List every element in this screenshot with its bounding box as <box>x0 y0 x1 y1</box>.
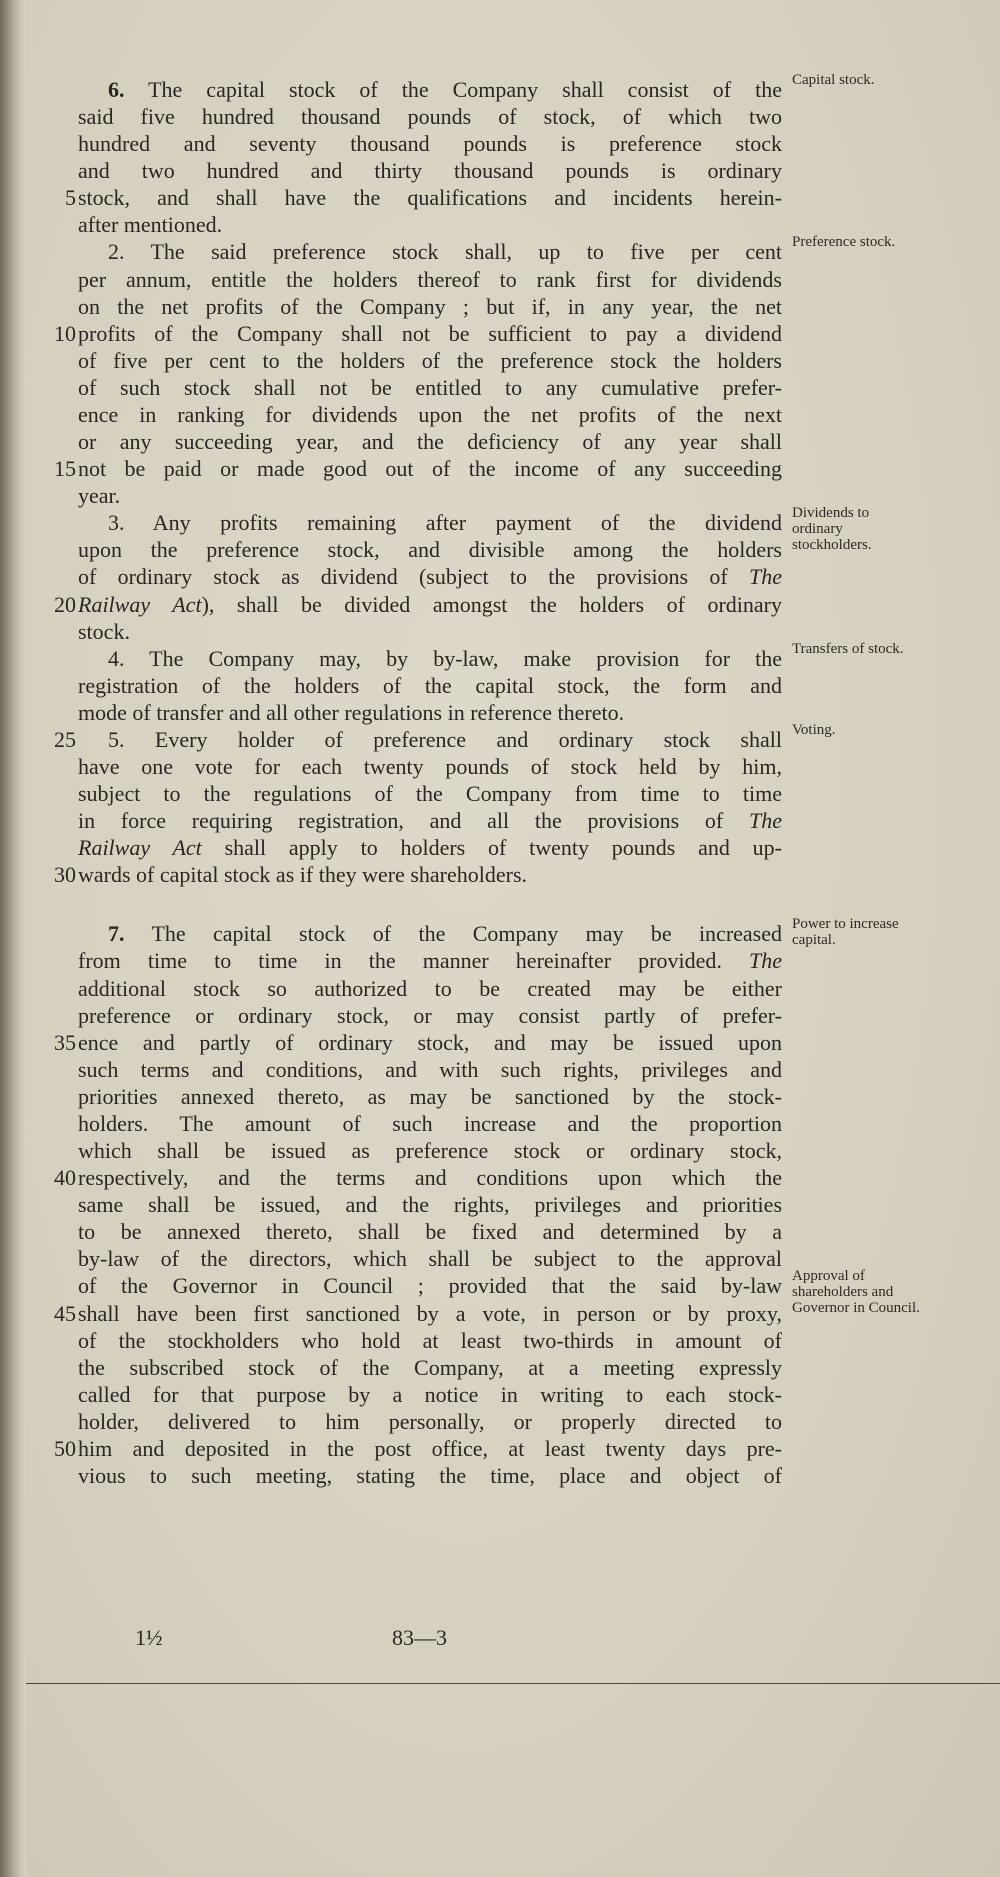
text-line <box>78 1083 782 1110</box>
line-number: 10 <box>54 320 76 346</box>
text-line-content: holders. The amount of such increase and the proportion <box>78 1110 782 1136</box>
text-line-content: of ordinary stock as dividend (subject to the provisions of The <box>78 564 782 590</box>
text-line-content: to be annexed thereto, shall be fixed and determined by a <box>78 1219 782 1245</box>
text-line-content: additional stock so authorized to be created may be either <box>78 975 782 1001</box>
section-number: 6. <box>108 77 125 102</box>
line-number: 25 <box>54 726 76 752</box>
line-number: 45 <box>54 1300 76 1326</box>
line-number: 15 <box>54 456 76 482</box>
text-line <box>78 536 782 563</box>
text-line-content: Railway Act shall apply to holders of twenty pounds and up- <box>78 835 782 861</box>
text-line-content: ence in ranking for dividends upon the net profits of the next <box>78 401 782 427</box>
section-number: 7. <box>108 921 125 947</box>
text-line <box>78 238 782 265</box>
margin-note: Transfers of stock. <box>792 640 904 657</box>
text-line-content: Railway Act), shall be divided amongst the holders of ordinary <box>78 591 782 617</box>
text-line <box>78 374 782 401</box>
text-line-content: upon the preference stock, and divisible among the holders <box>78 537 782 563</box>
text-line-content: and two hundred and thirty thousand pounds is ordinary <box>78 158 782 184</box>
text-line <box>78 861 782 888</box>
page-code: 83—3 <box>392 1625 447 1650</box>
text-line <box>78 1435 782 1462</box>
text-line-content: vious to such meeting, stating the time, place and object of <box>78 1463 782 1488</box>
text-line <box>78 293 782 320</box>
text-line <box>78 645 782 672</box>
margin-note: Approval of shareholders and Governor in Council. <box>792 1268 920 1317</box>
text-line <box>78 753 782 780</box>
text-line-content: of the Governor in Council ; provided that the said by-law <box>78 1273 782 1299</box>
text-line-content: called for that purpose by a notice in writing to each stock- <box>78 1381 782 1407</box>
text-line <box>78 1408 782 1435</box>
text-line <box>78 184 782 211</box>
text-line-content: profits of the Company shall not be sufficient to pay a dividend <box>78 320 782 346</box>
text-line <box>78 130 782 157</box>
text-line-content: 3. Any profits remaining after payment of the dividend <box>108 510 782 536</box>
text-line-content: said five hundred thousand pounds of stock, of which two <box>78 104 782 130</box>
text-line-content: which shall be issued as preference stock or ordinary stock, <box>78 1138 782 1164</box>
text-line <box>78 1354 782 1381</box>
text-line-content: the subscribed stock of the Company, at a meeting expressly <box>78 1354 782 1380</box>
text-line-content: priorities annexed thereto, as may be sanctioned by the stock- <box>78 1083 782 1109</box>
margin-note: Capital stock. <box>792 72 875 88</box>
text-line <box>78 1462 782 1489</box>
text-line <box>78 347 782 374</box>
text-line-content: after mentioned. <box>78 212 223 238</box>
text-line <box>78 1191 782 1218</box>
text-line <box>78 807 782 834</box>
text-line <box>78 1300 782 1327</box>
text-line-content: mode of transfer and all other regulations in reference thereto. <box>78 699 625 725</box>
text-line-content: stock, and shall have the qualifications and incidents herein- <box>78 185 782 211</box>
text-line-content: wards of capital stock as if they were shareholders. <box>78 862 528 888</box>
line-number: 50 <box>54 1435 76 1461</box>
text-line <box>78 428 782 455</box>
text-line <box>78 947 782 974</box>
text-line-content: 5. Every holder of preference and ordinary stock shall <box>108 726 782 752</box>
text-line <box>78 920 782 947</box>
line-number: 35 <box>54 1029 76 1055</box>
text-line <box>78 1110 782 1137</box>
text-line-content: on the net profits of the Company ; but if, in any year, the net <box>78 293 782 319</box>
margin-note: Preference stock. <box>792 234 896 251</box>
text-line <box>78 103 782 130</box>
text-line <box>78 1137 782 1164</box>
text-line <box>78 211 782 238</box>
text-line <box>78 1272 782 1299</box>
text-line <box>78 1002 782 1029</box>
text-line <box>78 76 782 103</box>
text-line-content: holder, delivered to him personally, or properly directed to <box>78 1408 782 1434</box>
margin-note: Power to increase capital. <box>792 916 899 949</box>
text-line <box>78 509 782 536</box>
text-line-content: subject to the regulations of the Company from time to time <box>78 781 782 807</box>
text-line <box>78 591 782 618</box>
text-line-content: shall have been first sanctioned by a vote, in person or by proxy, <box>78 1300 782 1326</box>
margin-note: Dividends to ordinary stockholders. <box>792 505 872 554</box>
text-line-content: him and deposited in the post office, at least twenty days pre- <box>78 1435 782 1461</box>
text-line <box>78 1327 782 1354</box>
text-line <box>78 320 782 347</box>
signature-mark: 1½ <box>135 1625 163 1650</box>
text-line-content: The capital stock of the Company may be increased <box>151 921 783 947</box>
text-line <box>78 1164 782 1191</box>
text-line-content: preference or ordinary stock, or may consist partly of prefer- <box>78 1002 782 1028</box>
book-spine-shadow <box>0 0 26 1877</box>
text-line-content: in force requiring registration, and all the provisions of The <box>78 808 782 834</box>
text-line-content: year. <box>78 483 121 509</box>
text-line <box>78 1245 782 1272</box>
text-line-content: by-law of the directors, which shall be subject to the approval <box>78 1246 782 1272</box>
line-number: 20 <box>54 591 76 617</box>
margin-note: Voting. <box>792 721 836 738</box>
line-number: 40 <box>54 1165 76 1191</box>
text-line <box>78 1029 782 1056</box>
text-line <box>78 1056 782 1083</box>
text-line-content: of the stockholders who hold at least two-thirds in amount of <box>78 1327 782 1353</box>
text-line <box>78 834 782 861</box>
text-line <box>78 157 782 184</box>
text-line <box>78 1218 782 1245</box>
text-line <box>78 482 782 509</box>
text-line <box>78 563 782 590</box>
text-line-content: hundred and seventy thousand pounds is preference stock <box>78 131 782 157</box>
text-line <box>78 780 782 807</box>
text-line-content: 4. The Company may, by by-law, make provision for the <box>108 645 782 671</box>
line-number: 5 <box>65 185 76 211</box>
text-line-content: The capital stock of the Company shall consist of the <box>148 77 782 102</box>
page-bottom-rule <box>26 1683 1000 1684</box>
text-line <box>78 975 782 1002</box>
text-line-content: from time to time in the manner hereinafter provided. The <box>78 948 782 974</box>
text-line <box>78 455 782 482</box>
text-line <box>78 699 782 726</box>
text-line-content: of such stock shall not be entitled to any cumulative prefer- <box>78 374 782 400</box>
text-line <box>78 1381 782 1408</box>
text-line-content: same shall be issued, and the rights, privileges and priorities <box>78 1192 782 1218</box>
text-line-content: registration of the holders of the capital stock, the form and <box>78 672 782 698</box>
text-line <box>78 266 782 293</box>
text-line-content: respectively, and the terms and conditions upon which the <box>78 1165 782 1191</box>
text-line <box>78 726 782 753</box>
text-line-content: ence and partly of ordinary stock, and may be issued upon <box>78 1029 782 1055</box>
text-line-content: or any succeeding year, and the deficiency of any year shall <box>78 429 782 455</box>
text-line <box>78 401 782 428</box>
text-line-content: have one vote for each twenty pounds of stock held by him, <box>78 754 782 779</box>
text-line-content: not be paid or made good out of the income of any succeeding <box>78 456 782 482</box>
text-line-content: of five per cent to the holders of the preference stock the holders <box>78 347 782 373</box>
text-line <box>78 618 782 645</box>
text-line-content: 2. The said preference stock shall, up to five per cent <box>108 239 782 265</box>
text-line-content: per annum, entitle the holders thereof to rank first for dividends <box>78 266 782 292</box>
text-line-content: such terms and conditions, and with such rights, privileges and <box>78 1056 782 1082</box>
text-line <box>78 672 782 699</box>
text-line-content: stock. <box>78 618 130 644</box>
line-number: 30 <box>54 862 76 888</box>
